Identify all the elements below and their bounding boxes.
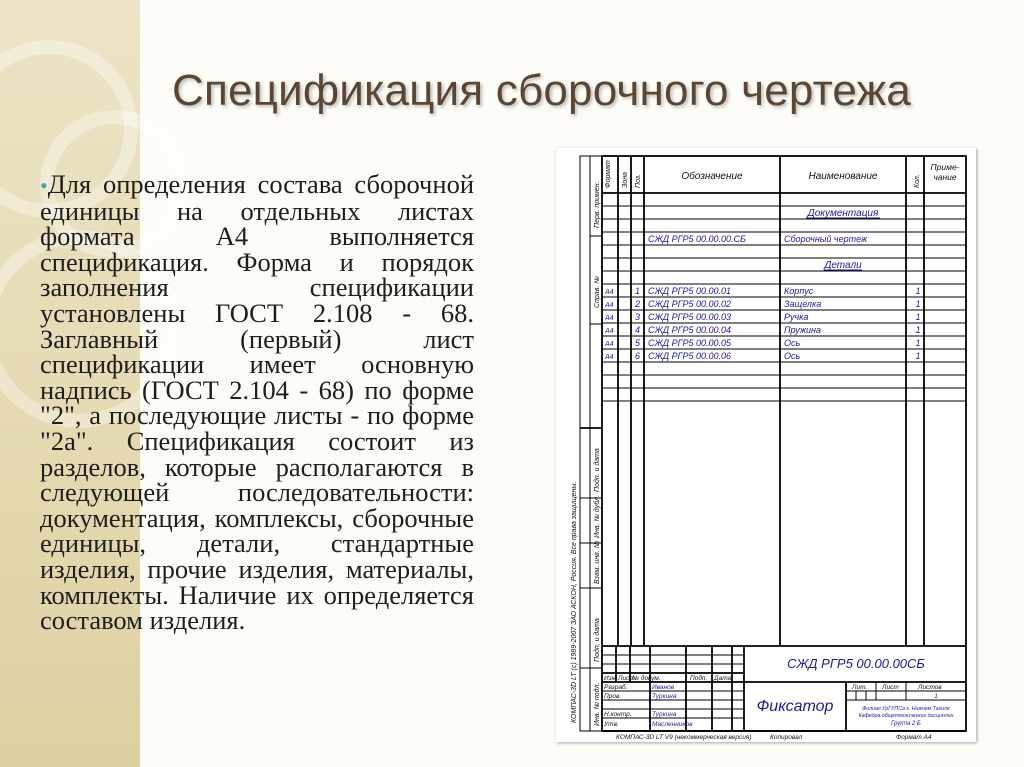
header-format: Формат: [605, 160, 612, 188]
section-parts: Детали: [824, 260, 862, 271]
part-designation: СЖД РГР5 00.00.04: [648, 325, 732, 335]
part-format: А4: [605, 289, 614, 296]
part-format: А4: [605, 302, 614, 309]
col-list: Лист: [618, 675, 635, 682]
label-lit: Лит.: [852, 684, 868, 691]
part-qty: 1: [915, 286, 921, 296]
role-razrab: Разраб.: [604, 684, 628, 691]
section-documentation: Документация: [807, 208, 879, 219]
part-pos: 3: [634, 312, 640, 322]
part-format: А4: [605, 354, 614, 361]
doc-row-name: Сборочный чертеж: [784, 234, 868, 244]
part-designation: СЖД РГР5 00.00.05: [648, 338, 732, 348]
paragraph-text: Для определения состава сборочной единицы на отдельных листах формата А4 выполняется спецификация. Форма и порядок заполнения спецификации установлены ГОСТ 2.108 - 68. Заглавный (первый) лист спецификации имеет основную надпись (ГОСТ 2.104 - 68) по форме "2", а последующие листы - по форме "2а". Спецификация состоит из разделов, которые располагаются в следующей последовательности: документация, комплексы, сборочные единицы, детали, стандартные изделия, прочие изделия, материалы, комплекты. Наличие их определяется составом изделия.: [40, 169, 474, 636]
col-izm: Изм: [604, 675, 617, 682]
side-label-podp-data: Подп. и дата: [594, 448, 601, 492]
part-name: Ось: [784, 351, 801, 361]
side-label-vzam-inv: Взам. инв. №: [594, 540, 601, 584]
slide-title: Спецификация сборочного чертежа: [172, 66, 911, 115]
header-name: Наименование: [808, 171, 878, 182]
role-nkontr: Н.контр.: [604, 711, 632, 718]
org-line-2: Кафедра общетехнических дисциплин: [858, 713, 954, 719]
part-qty: 1: [915, 325, 921, 335]
part-row: [604, 312, 921, 322]
name-utv: Масленников: [652, 721, 693, 728]
bullet-marker: •: [40, 173, 48, 198]
side-label-podp-data-2: Подп. и дата: [594, 618, 601, 662]
part-pos: 6: [634, 351, 640, 361]
name-nkontr: Туркина: [652, 711, 677, 718]
side-label-inv-dubl: Инв. № дубл.: [594, 494, 601, 538]
part-qty: 1: [915, 351, 921, 361]
label-list: Лист: [882, 684, 899, 691]
header-designation: Обозначение: [681, 171, 743, 182]
side-label-inv-podl: Инв. № подл.: [594, 682, 601, 726]
part-pos: 5: [634, 338, 640, 348]
title-block-designation: СЖД РГР5 00.00.00СБ: [787, 656, 925, 671]
footer-left: КОМПАС-3D LT V9 (некоммерческая версия): [616, 734, 752, 741]
org-line-3: Группа 2 Б: [891, 721, 921, 727]
part-name: Ручка: [784, 312, 809, 322]
part-format: А4: [605, 341, 614, 348]
part-row: [604, 325, 921, 335]
col-data: Дата: [714, 675, 732, 682]
part-format: А4: [605, 315, 614, 322]
part-row: [604, 299, 921, 309]
part-row: [604, 338, 921, 348]
slide-paragraph: [40, 169, 474, 636]
part-designation: СЖД РГР5 00.00.03: [648, 312, 732, 322]
title-block: [602, 646, 966, 741]
part-pos: 4: [634, 325, 640, 335]
col-podp: Подп.: [690, 675, 708, 682]
role-prov: Пров.: [604, 693, 622, 700]
specification-sheet: [556, 148, 976, 742]
role-utv: Утв.: [604, 721, 619, 728]
part-row: [604, 351, 921, 361]
col-doc: № докум.: [632, 675, 661, 682]
part-format: А4: [605, 328, 614, 335]
footer-mid: Копировал: [770, 734, 803, 741]
header-note: Приме-чание: [930, 162, 960, 182]
part-qty: 1: [915, 312, 921, 322]
header-qty: Кол.: [914, 174, 921, 188]
header-pos: Поз.: [635, 173, 642, 188]
part-qty: 1: [915, 299, 921, 309]
product-name: Фиксатор: [756, 698, 834, 715]
specification-drawing: [556, 148, 976, 742]
side-label-sprav: Справ. №: [594, 276, 601, 308]
listov-value: 1: [934, 693, 938, 700]
side-label-perv-primen: Перв. примен.: [594, 181, 601, 228]
doc-row-designation: СЖД РГР5 00.00.00.СБ: [648, 234, 746, 244]
footer-right: Формат А4: [896, 734, 932, 741]
part-designation: СЖД РГР5 00.00.02: [648, 299, 732, 309]
header-zone: Зона: [622, 172, 629, 188]
part-qty: 1: [915, 338, 921, 348]
part-designation: СЖД РГР5 00.00.06: [648, 351, 732, 361]
part-pos: 2: [634, 299, 640, 309]
name-razrab: Иванов: [652, 684, 675, 691]
part-designation: СЖД РГР5 00.00.01: [648, 286, 732, 296]
part-pos: 1: [634, 286, 640, 296]
part-name: Защелка: [784, 299, 822, 309]
label-listov: Листов: [918, 684, 942, 691]
copyright-text: КОМПАС-3D LT (с) 1989-2007 ЗАО АСКОН, Россия. Все права защищены.: [571, 481, 578, 723]
name-prov: Туркина: [652, 693, 677, 700]
part-name: Ось: [784, 338, 801, 348]
org-line-1: Филиал УрГУПСа г. Нижнем Тагиле: [862, 706, 950, 712]
part-name: Пружина: [784, 325, 821, 335]
part-row: [604, 286, 921, 296]
part-name: Корпус: [784, 286, 814, 296]
